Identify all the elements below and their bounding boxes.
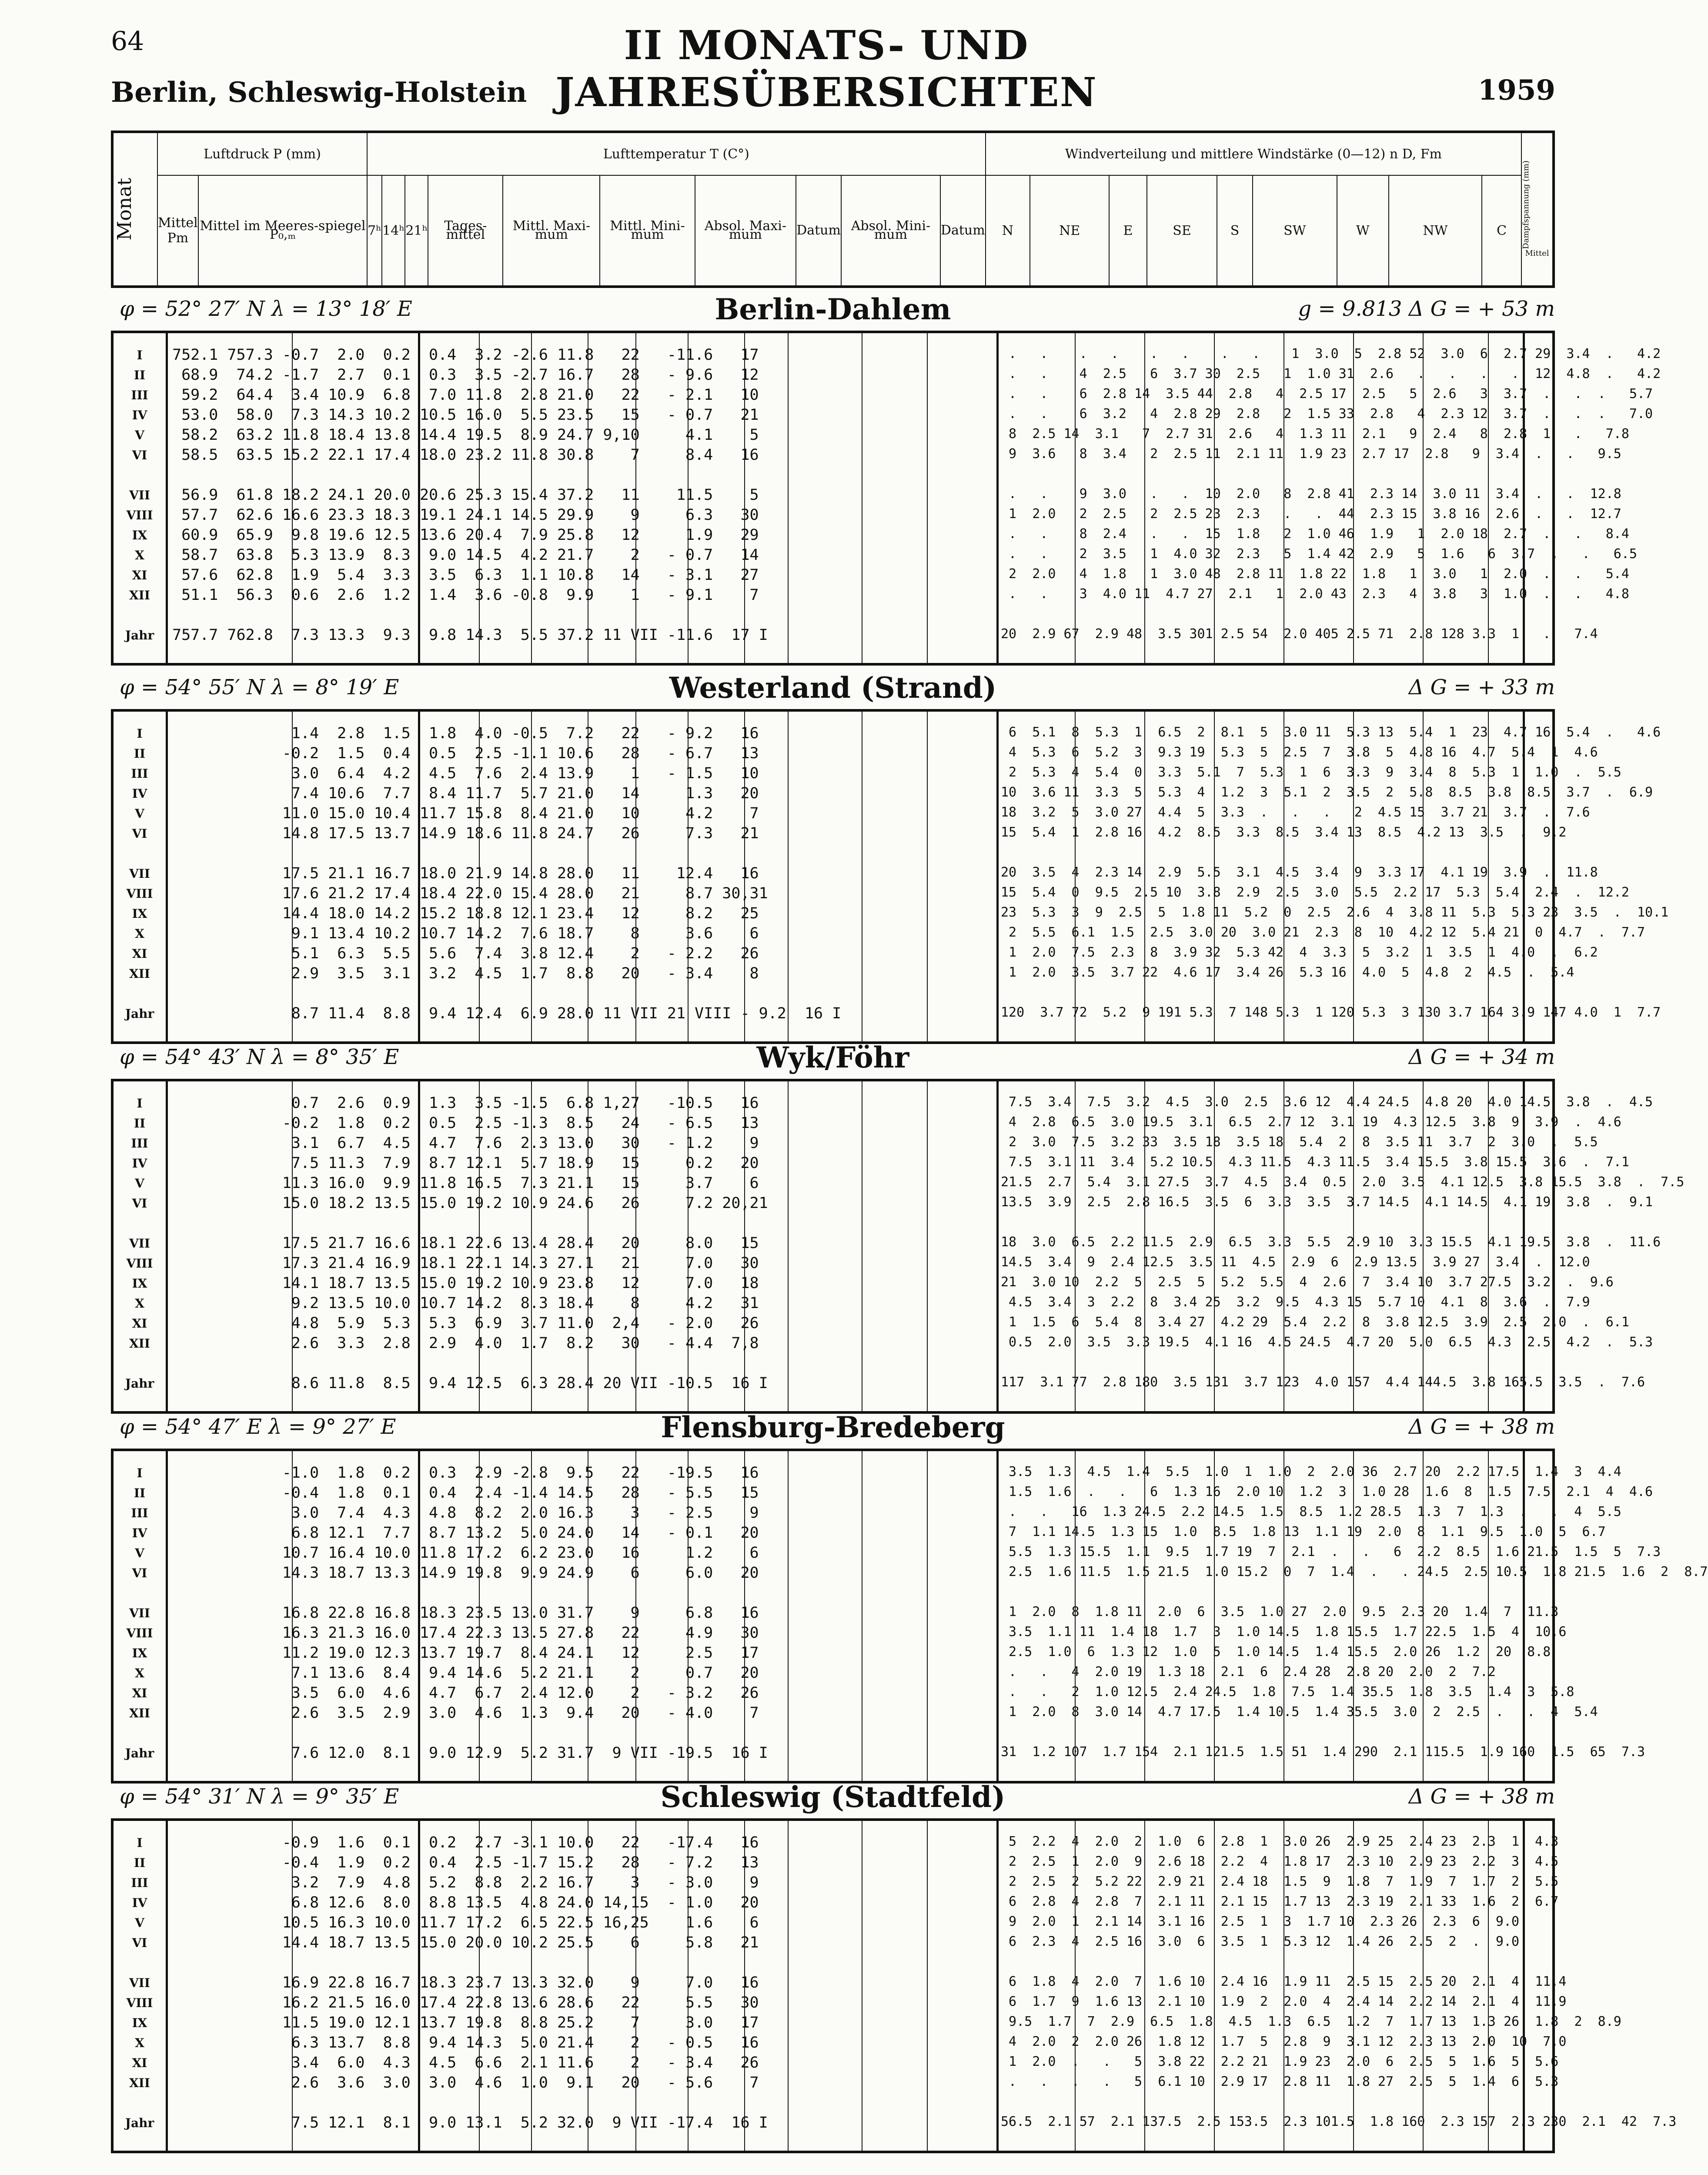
- month-label: Jahr: [125, 1746, 154, 1760]
- temperature-row: 7.6 12.0 8.1 9.0 12.9 5.2 31.7 9 VII -19.5 16 I: [172, 1744, 768, 1762]
- month-label: V: [135, 806, 144, 821]
- header-t7: 7ʰ: [367, 175, 382, 287]
- wind-row: 23 5.3 3 9 2.5 5 1.8 11 5.2 0 2.5 2.6 4 3.8 11 5.3 5.3 23 3.5 . 10.1: [1001, 905, 1669, 920]
- station-gravity: Δ G = + 38 m: [1408, 1415, 1555, 1439]
- wind-row: 2 2.5 2 5.2 22 2.9 21 2.4 18 1.5 9 1.8 7 1.9 7 1.7 2 5.5: [1001, 1874, 1559, 1889]
- column-rule: [166, 1451, 168, 1781]
- wind-row: 31 1.2 107 1.7 154 2.1 121.5 1.5 51 1.4 290 2.1 115.5 1.9 160 1.5 65 7.3: [1001, 1744, 1645, 1760]
- header-dir-c: C: [1482, 175, 1521, 287]
- month-label: XII: [129, 1706, 150, 1720]
- temperature-row: -0.2 1.8 0.2 0.5 2.5 -1.3 8.5 24 - 6.5 13: [172, 1114, 759, 1132]
- temperature-row: 11.3 16.0 9.9 11.8 16.5 7.3 21.1 15 3.7 6: [172, 1174, 759, 1192]
- header-dampf: [1521, 132, 1554, 287]
- wind-row: 1.5 1.6 . . 6 1.3 16 2.0 10 1.2 3 1.0 28 1.6 8 1.5 7.5 2.1 4 4.6: [1001, 1484, 1653, 1499]
- header-mittel-label: Mittel: [158, 215, 198, 231]
- month-label: XII: [129, 1336, 150, 1351]
- station-name: Berlin-Dahlem: [715, 292, 951, 326]
- month-label: VIII: [126, 1996, 153, 2010]
- wind-row: 2 5.5 6.1 1.5 2.5 3.0 20 3.0 21 2.3 8 10 4.2 12 5.4 21 0 4.7 . 7.7: [1001, 925, 1645, 940]
- wind-row: . . . . 5 6.1 10 2.9 17 2.8 11 1.8 27 2.5 5 1.4 6 5.3: [1001, 2074, 1559, 2089]
- month-label: VII: [129, 867, 150, 881]
- page-subtitle: Berlin, Schleswig-Holstein: [111, 76, 527, 109]
- header-lufttemp: Lufttemperatur T (C°): [367, 132, 986, 175]
- temperature-row: 15.0 18.2 13.5 15.0 19.2 10.9 24.6 26 7.2 20,21: [172, 1195, 768, 1212]
- wind-row: 18 3.0 6.5 2.2 11.5 2.9 6.5 3.3 5.5 2.9 10 3.3 15.5 4.1 19.5 3.8 . 11.6: [1001, 1235, 1661, 1250]
- station-name: Westerland (Strand): [669, 671, 997, 705]
- wind-row: 13.5 3.9 2.5 2.8 16.5 3.5 6 3.3 3.5 3.7 14.5 4.1 14.5 4.1 19 3.8 . 9.1: [1001, 1195, 1653, 1210]
- header-t14: 14ʰ: [382, 175, 405, 287]
- wind-row: . . 9 3.0 . . 10 2.0 8 2.8 41 2.3 14 3.0 11 3.4 . . 12.8: [1001, 486, 1621, 502]
- month-label: X: [135, 1666, 144, 1680]
- wind-row: 1 2.0 8 1.8 11 2.0 6 3.5 1.0 27 2.0 9.5 2.3 20 1.4 7 11.3: [1001, 1604, 1559, 1620]
- wind-row: 6 2.8 4 2.8 7 2.1 11 2.1 15 1.7 13 2.3 19 2.1 33 1.6 2 6.7: [1001, 1894, 1559, 1909]
- temperature-row: -1.0 1.8 0.2 0.3 2.9 -2.8 9.5 22 -19.5 16: [172, 1464, 759, 1482]
- wind-row: 7.5 3.1 11 3.4 5.2 10.5 4.3 11.5 4.3 11.5 3.4 15.5 3.8 15.5 3.6 . 7.1: [1001, 1154, 1629, 1170]
- wind-row: 2 2.5 1 2.0 9 2.6 18 2.2 4 1.8 17 2.3 10 2.9 23 2.2 3 4.5: [1001, 1854, 1559, 1869]
- temperature-row: 51.1 56.3 0.6 2.6 1.2 1.4 3.6 -0.8 9.9 1 - 9.1 7: [172, 586, 759, 604]
- station-table: [111, 709, 1669, 1044]
- month-label: Jahr: [125, 1007, 154, 1021]
- header-tagesmittel: Tages-mittel: [428, 175, 503, 287]
- header-dir-sw: SW: [1253, 175, 1337, 287]
- temperature-row: 58.5 63.5 15.2 22.1 17.4 18.0 23.2 11.8 30.8 7 8.4 16: [172, 446, 759, 464]
- month-label: IV: [132, 786, 147, 801]
- wind-row: . . 4 2.0 19 1.3 18 2.1 6 2.4 28 2.8 20 2.0 2 7.2: [1001, 1664, 1496, 1680]
- header-t21: 21ʰ: [405, 175, 428, 287]
- month-label: VI: [132, 1566, 147, 1580]
- header-absol-max: Absol. Maxi-mum: [695, 175, 796, 287]
- wind-row: 6 5.1 8 5.3 1 6.5 2 8.1 5 3.0 11 5.3 13 5.4 1 23 4.7 16 5.4 . 4.6: [1001, 725, 1661, 740]
- temperature-row: 16.2 21.5 16.0 17.4 22.8 13.6 28.6 22 5.5 30: [172, 1994, 759, 2011]
- temperature-row: 10.7 16.4 10.0 11.8 17.2 6.2 23.0 16 1.2 6: [172, 1544, 759, 1562]
- temperature-row: 7.5 11.3 7.9 8.7 12.1 5.7 18.9 15 0.2 20: [172, 1154, 759, 1172]
- temperature-row: 16.3 21.3 16.0 17.4 22.3 13.5 27.8 22 4.9 30: [172, 1624, 759, 1642]
- station-heading: [111, 1780, 1555, 1815]
- wind-row: . . . . . . . . 1 3.0 5 2.8 52 3.0 6 2.7 29 3.4 . 4.2: [1001, 346, 1661, 361]
- wind-row: 6 1.7 9 1.6 13 2.1 10 1.9 2 2.0 4 2.4 14 2.2 14 2.1 4 11.9: [1001, 1994, 1567, 2009]
- month-label: II: [134, 1486, 146, 1500]
- wind-row: . . 2 1.0 12.5 2.4 24.5 1.8 7.5 1.4 35.5 1.8 3.5 1.4 3 5.8: [1001, 1684, 1574, 1700]
- month-label: VIII: [126, 508, 153, 522]
- month-label: VII: [129, 1606, 150, 1620]
- month-label: Jahr: [125, 628, 154, 642]
- wind-row: 18 3.2 5 3.0 27 4.4 5 3.3 . . . 2 4.5 15 3.7 21 3.7 . 7.6: [1001, 805, 1590, 820]
- page-title: II MONATS- UND JAHRESÜBERSICHTEN: [555, 22, 1097, 116]
- station-coords: φ = 52° 27′ N λ = 13° 18′ E: [120, 297, 412, 321]
- wind-row: 15 5.4 0 9.5 2.5 10 3.8 2.9 2.5 3.0 5.5 2.2 17 5.3 5.4 2.4 . 12.2: [1001, 885, 1629, 900]
- wind-row: 4 2.8 6.5 3.0 19.5 3.1 6.5 2.7 12 3.1 19 4.3 12.5 3.8 9 3.9 . 4.6: [1001, 1114, 1621, 1130]
- month-label: Jahr: [125, 1376, 154, 1391]
- temperature-row: 14.4 18.7 13.5 15.0 20.0 10.2 25.5 6 5.8 21: [172, 1934, 759, 1951]
- temperature-row: 59.2 64.4 3.4 10.9 6.8 7.0 11.8 2.8 21.0 22 - 2.1 10: [172, 386, 759, 404]
- temperature-row: 14.4 18.0 14.2 15.2 18.8 12.1 23.4 12 8.2 25: [172, 905, 759, 922]
- temperature-row: 757.7 762.8 7.3 13.3 9.3 9.8 14.3 5.5 37.2 11 VII -11.6 17 I: [172, 626, 768, 644]
- column-rule: [166, 1821, 168, 2151]
- wind-row: . . 16 1.3 24.5 2.2 14.5 1.5 8.5 1.2 28.5 1.3 7 1.3 . . 4 5.5: [1001, 1504, 1621, 1519]
- temperature-row: 11.5 19.0 12.1 13.7 19.8 8.8 25.2 7 3.0 17: [172, 2014, 759, 2031]
- month-label: V: [135, 1176, 144, 1191]
- month-label: VII: [129, 488, 150, 502]
- month-label: VIII: [126, 887, 153, 901]
- wind-row: 6 1.8 4 2.0 7 1.6 10 2.4 16 1.9 11 2.5 15 2.5 20 2.1 4 11.4: [1001, 1974, 1567, 1989]
- month-label: IV: [132, 1156, 147, 1171]
- temperature-row: 60.9 65.9 9.8 19.6 12.5 13.6 20.4 7.9 25.8 12 1.9 29: [172, 526, 759, 544]
- temperature-row: 56.9 61.8 18.2 24.1 20.0 20.6 25.3 15.4 37.2 11 11.5 5: [172, 486, 759, 504]
- wind-row: 1 2.0 8 3.0 14 4.7 17.5 1.4 10.5 1.4 35.5 3.0 2 2.5 . . 4 5.4: [1001, 1704, 1598, 1720]
- temperature-row: 2.6 3.3 2.8 2.9 4.0 1.7 8.2 30 - 4.4 7,8: [172, 1335, 759, 1352]
- temperature-row: 7.5 12.1 8.1 9.0 13.1 5.2 32.0 9 VII -17.4 16 I: [172, 2114, 768, 2132]
- temperature-row: 3.0 7.4 4.3 4.8 8.2 2.0 16.3 3 - 2.5 9: [172, 1504, 759, 1522]
- month-label: IX: [132, 528, 147, 542]
- header-dampf-label: Dampfspannung (mm): [1521, 161, 1531, 249]
- column-header: [111, 130, 1555, 288]
- header-monat: [112, 132, 157, 287]
- temperature-row: 57.6 62.8 1.9 5.4 3.3 3.5 6.3 1.1 10.8 14 - 3.1 27: [172, 566, 759, 584]
- month-label: III: [131, 1136, 148, 1151]
- wind-row: 2.5 1.0 6 1.3 12 1.0 5 1.0 14.5 1.4 15.5 2.0 26 1.2 20 8.8: [1001, 1644, 1551, 1660]
- station-table: [111, 1449, 1708, 1784]
- month-label: V: [135, 428, 144, 442]
- wind-row: 15 5.4 1 2.8 16 4.2 8.5 3.3 8.5 3.4 13 8.5 4.2 13 3.5 . 9.2: [1001, 825, 1567, 840]
- header-dir-nw: NW: [1389, 175, 1482, 287]
- column-rule: [996, 333, 999, 663]
- wind-row: 8 2.5 14 3.1 7 2.7 31 2.6 4 1.3 11 2.1 9 2.4 8 2.8 1 . 7.8: [1001, 426, 1629, 442]
- station-gravity: Δ G = + 33 m: [1408, 675, 1555, 699]
- month-label: II: [134, 368, 146, 382]
- month-label: III: [131, 1876, 148, 1890]
- month-label: II: [134, 1116, 146, 1131]
- temperature-row: 10.5 16.3 10.0 11.7 17.2 6.5 22.5 16,25 1.6 6: [172, 1914, 759, 1931]
- header-datum2: Datum: [940, 175, 986, 287]
- month-label: IV: [132, 408, 147, 422]
- wind-row: 4.5 3.4 3 2.2 8 3.4 25 3.2 9.5 4.3 15 5.7 10 4.1 8 3.6 . 7.9: [1001, 1295, 1590, 1310]
- wind-row: . . 8 2.4 . . 15 1.8 2 1.0 46 1.9 1 2.0 18 2.7 . . 8.4: [1001, 526, 1629, 542]
- temperature-row: 3.0 6.4 4.2 4.5 7.6 2.4 13.9 1 - 1.5 10: [172, 765, 759, 782]
- month-label: VIII: [126, 1256, 153, 1271]
- wind-row: 6 2.3 4 2.5 16 3.0 6 3.5 1 5.3 12 1.4 26 2.5 2 . 9.0: [1001, 1934, 1520, 1949]
- temperature-row: -0.4 1.8 0.1 0.4 2.4 -1.4 14.5 28 - 5.5 15: [172, 1484, 759, 1502]
- temperature-row: 58.7 63.8 5.3 13.9 8.3 9.0 14.5 4.2 21.7 2 - 0.7 14: [172, 546, 759, 564]
- month-label: IX: [132, 1646, 147, 1660]
- header-mittl-min: Mittl. Mini-mum: [600, 175, 695, 287]
- temperature-row: 58.2 63.2 11.8 18.4 13.8 14.4 19.5 8.9 24.7 9,10 4.1 5: [172, 426, 759, 444]
- wind-row: 0.5 2.0 3.5 3.3 19.5 4.1 16 4.5 24.5 4.7 20 5.0 6.5 4.3 2.5 4.2 . 5.3: [1001, 1335, 1653, 1350]
- header-dir-s: S: [1217, 175, 1253, 287]
- wind-row: . . 4 2.5 6 3.7 30 2.5 1 1.0 31 2.6 . . . . 12 4.8 . 4.2: [1001, 366, 1661, 381]
- wind-row: 7 1.1 14.5 1.3 15 1.0 8.5 1.8 13 1.1 19 2.0 8 1.1 9.5 1.0 5 6.7: [1001, 1524, 1606, 1539]
- month-label: VI: [132, 826, 147, 841]
- month-label: XII: [129, 967, 150, 981]
- header-dampf-mittel: Mittel: [1525, 248, 1549, 258]
- station-coords: φ = 54° 43′ N λ = 8° 35′ E: [120, 1045, 399, 1069]
- station-heading: [111, 1410, 1555, 1445]
- temperature-row: 3.1 6.7 4.5 4.7 7.6 2.3 13.0 30 - 1.2 9: [172, 1134, 759, 1152]
- wind-row: 21.5 2.7 5.4 3.1 27.5 3.7 4.5 3.4 0.5 2.0 3.5 4.1 12.5 3.8 15.5 3.8 . 7.5: [1001, 1174, 1685, 1190]
- column-rule: [996, 1821, 999, 2151]
- wind-row: 4 5.3 6 5.2 3 9.3 19 5.3 5 2.5 7 3.8 5 4.8 16 4.7 5.4 1 4.6: [1001, 745, 1598, 760]
- wind-row: 7.5 3.4 7.5 3.2 4.5 3.0 2.5 3.6 12 4.4 24.5 4.8 20 4.0 14.5 3.8 . 4.5: [1001, 1094, 1653, 1110]
- wind-row: . . 6 3.2 4 2.8 29 2.8 2 1.5 33 2.8 4 2.3 12 3.7 . . . 7.0: [1001, 406, 1653, 422]
- wind-row: 1 1.5 6 5.4 8 3.4 27 4.2 29 5.4 2.2 8 3.8 12.5 3.9 2.5 2.0 . 6.1: [1001, 1315, 1629, 1330]
- station-coords: φ = 54° 47′ E λ = 9° 27′ E: [120, 1415, 396, 1439]
- header-dir-e: E: [1109, 175, 1147, 287]
- month-label: XI: [132, 568, 147, 582]
- header-wind: Windverteilung und mittlere Windstärke (0—12) n D, Fm: [986, 132, 1521, 175]
- wind-row: 9 3.6 8 3.4 2 2.5 11 2.1 11 1.9 23 2.7 17 2.8 9 3.4 . . 9.5: [1001, 446, 1621, 462]
- wind-row: 3.5 1.1 11 1.4 18 1.7 3 1.0 14.5 1.8 15.5 1.7 22.5 1.5 4 10.6: [1001, 1624, 1567, 1640]
- month-label: IX: [132, 2016, 147, 2030]
- wind-row: 9.5 1.7 7 2.9 6.5 1.8 4.5 1.3 6.5 1.2 7 1.7 13 1.3 26 1.8 2 8.9: [1001, 2014, 1621, 2029]
- station-table: [111, 1079, 1685, 1414]
- header-dir-se: SE: [1147, 175, 1217, 287]
- wind-row: 10 3.6 11 3.3 5 5.3 4 1.2 3 5.1 2 3.5 2 5.8 8.5 3.8 8.5 3.7 . 6.9: [1001, 785, 1653, 800]
- month-label: X: [135, 548, 144, 562]
- month-label: VI: [132, 1936, 147, 1950]
- temperature-row: 7.4 10.6 7.7 8.4 11.7 5.7 21.0 14 1.3 20: [172, 785, 759, 802]
- wind-row: 56.5 2.1 57 2.1 137.5 2.5 153.5 2.3 101.5 1.8 160 2.3 157 2.3 230 2.1 42 7.3: [1001, 2114, 1677, 2129]
- temperature-row: 16.8 22.8 16.8 18.3 23.5 13.0 31.7 9 6.8 16: [172, 1604, 759, 1622]
- temperature-row: 14.8 17.5 13.7 14.9 18.6 11.8 24.7 26 7.3 21: [172, 825, 759, 842]
- wind-row: 120 3.7 72 5.2 9 191 5.3 7 148 5.3 1 120 5.3 3 130 3.7 164 3.9 147 4.0 1 7.7: [1001, 1005, 1661, 1020]
- temperature-row: 11.2 19.0 12.3 13.7 19.7 8.4 24.1 12 2.5 17: [172, 1644, 759, 1662]
- temperature-row: 11.0 15.0 10.4 11.7 15.8 8.4 21.0 10 4.2 7: [172, 805, 759, 822]
- temperature-row: 68.9 74.2 -1.7 2.7 0.1 0.3 3.5 -2.7 16.7 28 - 9.6 12: [172, 366, 759, 384]
- temperature-row: 2.9 3.5 3.1 3.2 4.5 1.7 8.8 20 - 3.4 8: [172, 965, 759, 982]
- temperature-row: 1.4 2.8 1.5 1.8 4.0 -0.5 7.2 22 - 9.2 16: [172, 725, 759, 742]
- station-coords: φ = 54° 55′ N λ = 8° 19′ E: [120, 675, 399, 699]
- column-rule: [166, 333, 168, 663]
- station-heading: [111, 671, 1555, 706]
- column-rule: [996, 1451, 999, 1781]
- temperature-row: 17.6 21.2 17.4 18.4 22.0 15.4 28.0 21 8.7 30,31: [172, 885, 768, 902]
- wind-row: . . 3 4.0 11 4.7 27 2.1 1 2.0 43 2.3 4 3.8 3 1.0 . . 4.8: [1001, 586, 1629, 602]
- station-gravity: Δ G = + 38 m: [1408, 1784, 1555, 1809]
- temperature-row: 8.6 11.8 8.5 9.4 12.5 6.3 28.4 20 VII -10.5 16 I: [172, 1375, 768, 1392]
- month-label: VI: [132, 448, 147, 462]
- month-label: V: [135, 1916, 144, 1930]
- month-label: XII: [129, 2076, 150, 2090]
- wind-row: 5.5 1.3 15.5 1.1 9.5 1.7 19 7 2.1 . . 6 2.2 8.5 1.6 21.5 1.5 5 7.3: [1001, 1544, 1661, 1559]
- header-mittl-max: Mittl. Maxi-mum: [503, 175, 600, 287]
- month-label: VII: [129, 1976, 150, 1990]
- temperature-row: -0.2 1.5 0.4 0.5 2.5 -1.1 10.6 28 - 6.7 13: [172, 745, 759, 762]
- temperature-row: 9.1 13.4 10.2 10.7 14.2 7.6 18.7 8 3.6 6: [172, 925, 759, 942]
- wind-row: 2.5 1.6 11.5 1.5 21.5 1.0 15.2 0 7 1.4 . . 24.5 2.5 10.5 1.8 21.5 1.6 2 8.7: [1001, 1564, 1708, 1579]
- header-dir-ne: NE: [1030, 175, 1109, 287]
- wind-row: . . 6 2.8 14 3.5 44 2.8 4 2.5 17 2.5 5 2.6 3 3.7 . . . 5.7: [1001, 386, 1653, 402]
- header-mittel: [157, 175, 198, 287]
- temperature-row: 14.3 18.7 13.3 14.9 19.8 9.9 24.9 6 6.0 20: [172, 1564, 759, 1582]
- wind-row: 117 3.1 77 2.8 180 3.5 131 3.7 123 4.0 157 4.4 144.5 3.8 165.5 3.5 . 7.6: [1001, 1375, 1645, 1390]
- temperature-row: 3.5 6.0 4.6 4.7 6.7 2.4 12.0 2 - 3.2 26: [172, 1684, 759, 1702]
- header-absol-min: Absol. Mini-mum: [841, 175, 940, 287]
- month-label: I: [137, 726, 143, 741]
- station-name: Schleswig (Stadtfeld): [660, 1780, 1006, 1814]
- month-label: IV: [132, 1526, 147, 1540]
- temperature-row: 6.8 12.6 8.0 8.8 13.5 4.8 24.0 14,15 - 1.0 20: [172, 1894, 759, 1911]
- wind-row: 9 2.0 1 2.1 14 3.1 16 2.5 1 3 1.7 10 2.3 26 2.3 6 9.0: [1001, 1914, 1520, 1929]
- temperature-row: 17.5 21.1 16.7 18.0 21.9 14.8 28.0 11 12.4 16: [172, 865, 759, 882]
- wind-row: 1 2.0 . . 5 3.8 22 2.2 21 1.9 23 2.0 6 2.5 5 1.6 5 5.6: [1001, 2054, 1559, 2069]
- wind-row: 21 3.0 10 2.2 5 2.5 5 5.2 5.5 4 2.6 7 3.4 10 3.7 27.5 3.2 . 9.6: [1001, 1275, 1614, 1290]
- temperature-row: 6.8 12.1 7.7 8.7 13.2 5.0 24.0 14 - 0.1 20: [172, 1524, 759, 1542]
- temperature-row: 8.7 11.4 8.8 9.4 12.4 6.9 28.0 11 VII 21 VIII - 9.2 16 I: [172, 1005, 842, 1022]
- station-gravity: Δ G = + 34 m: [1408, 1045, 1555, 1069]
- header-dir-w: W: [1337, 175, 1389, 287]
- month-label: XI: [132, 947, 147, 961]
- month-label: III: [131, 1506, 148, 1520]
- month-label: XI: [132, 1316, 147, 1331]
- month-label: VII: [129, 1236, 150, 1251]
- temperature-row: 17.5 21.7 16.6 18.1 22.6 13.4 28.4 20 8.0 15: [172, 1235, 759, 1252]
- temperature-row: 752.1 757.3 -0.7 2.0 0.2 0.4 3.2 -2.6 11.8 22 -11.6 17: [172, 346, 759, 364]
- column-rule: [166, 712, 168, 1041]
- wind-row: 1 2.0 2 2.5 2 2.5 23 2.3 . . 44 2.3 15 3.8 16 2.6 . . 12.7: [1001, 506, 1621, 522]
- temperature-row: 14.1 18.7 13.5 15.0 19.2 10.9 23.8 12 7.0 18: [172, 1275, 759, 1292]
- wind-row: 1 2.0 7.5 2.3 8 3.9 32 5.3 42 4 3.3 5 3.2 1 3.5 1 4.0 . 6.2: [1001, 945, 1598, 960]
- wind-row: 5 2.2 4 2.0 2 1.0 6 2.8 1 3.0 26 2.9 25 2.4 23 2.3 1 4.3: [1001, 1834, 1559, 1849]
- month-label: IX: [132, 907, 147, 921]
- month-label: VIII: [126, 1626, 153, 1640]
- month-label: XI: [132, 2056, 147, 2070]
- station-name: Flensburg-Bredeberg: [661, 1410, 1005, 1444]
- wind-row: 14.5 3.4 9 2.4 12.5 3.5 11 4.5 2.9 6 2.9 13.5 3.9 27 3.4 . 12.0: [1001, 1255, 1590, 1270]
- month-label: V: [135, 1546, 144, 1560]
- column-rule: [166, 1081, 168, 1411]
- month-label: I: [137, 1096, 143, 1111]
- temperature-row: 6.3 13.7 8.8 9.4 14.3 5.0 21.4 2 - 0.5 16: [172, 2034, 759, 2051]
- station-heading: [111, 1041, 1555, 1075]
- temperature-row: 4.8 5.9 5.3 5.3 6.9 3.7 11.0 2,4 - 2.0 26: [172, 1315, 759, 1332]
- wind-row: 3.5 1.3 4.5 1.4 5.5 1.0 1 1.0 2 2.0 36 2.7 20 2.2 17.5 1.4 3 4.4: [1001, 1464, 1621, 1479]
- temperature-row: 2.6 3.5 2.9 3.0 4.6 1.3 9.4 20 - 4.0 7: [172, 1704, 759, 1722]
- temperature-row: 0.7 2.6 0.9 1.3 3.5 -1.5 6.8 1,27 -10.5 16: [172, 1094, 759, 1112]
- wind-row: 2 5.3 4 5.4 0 3.3 5.1 7 5.3 1 6 3.3 9 3.4 8 5.3 1 1.0 . 5.5: [1001, 765, 1621, 780]
- temperature-row: 2.6 3.6 3.0 3.0 4.6 1.0 9.1 20 - 5.6 7: [172, 2074, 759, 2091]
- temperature-row: 17.3 21.4 16.9 18.1 22.1 14.3 27.1 21 7.0 30: [172, 1255, 759, 1272]
- month-label: X: [135, 1296, 144, 1311]
- month-label: I: [137, 348, 143, 362]
- header-luftdruck: Luftdruck P (mm): [157, 132, 367, 175]
- wind-row: 20 2.9 67 2.9 48 3.5 301 2.5 54 2.0 405 2.5 71 2.8 128 3.3 1 . 7.4: [1001, 626, 1598, 642]
- temperature-row: 3.4 6.0 4.3 4.5 6.6 2.1 11.6 2 - 3.4 26: [172, 2054, 759, 2071]
- month-label: I: [137, 1836, 143, 1850]
- temperature-row: 7.1 13.6 8.4 9.4 14.6 5.2 21.1 2 0.7 20: [172, 1664, 759, 1682]
- temperature-row: 57.7 62.6 16.6 23.3 18.3 19.1 24.1 14.5 29.9 9 6.3 30: [172, 506, 759, 524]
- temperature-row: 9.2 13.5 10.0 10.7 14.2 8.3 18.4 8 4.2 31: [172, 1295, 759, 1312]
- temperature-row: 5.1 6.3 5.5 5.6 7.4 3.8 12.4 2 - 2.2 26: [172, 945, 759, 962]
- temperature-row: 3.2 7.9 4.8 5.2 8.8 2.2 16.7 3 - 3.0 9: [172, 1874, 759, 1891]
- month-label: III: [131, 388, 148, 402]
- station-gravity: g = 9.813 Δ G = + 53 m: [1298, 297, 1555, 321]
- header-mittel-meer: Mittel im Meeres-spiegel P₀,ₘ: [198, 175, 367, 287]
- wind-row: 20 3.5 4 2.3 14 2.9 5.5 3.1 4.5 3.4 9 3.3 17 4.1 19 3.9 . 11.8: [1001, 865, 1598, 880]
- station-coords: φ = 54° 31′ N λ = 9° 35′ E: [120, 1784, 399, 1809]
- temperature-row: 16.9 22.8 16.7 18.3 23.7 13.3 32.0 9 7.0 16: [172, 1974, 759, 1991]
- header-datum: Datum: [796, 175, 841, 287]
- month-label: X: [135, 2036, 144, 2050]
- month-label: II: [134, 1856, 146, 1870]
- month-label: XII: [129, 588, 150, 602]
- month-label: IX: [132, 1276, 147, 1291]
- month-label: VI: [132, 1196, 147, 1211]
- station-table: [111, 1818, 1677, 2153]
- month-label: Jahr: [125, 2116, 154, 2130]
- month-label: X: [135, 927, 144, 941]
- temperature-row: 53.0 58.0 7.3 14.3 10.2 10.5 16.0 5.5 23.5 15 - 0.7 21: [172, 406, 759, 424]
- page-number: 64: [111, 26, 144, 57]
- header-dir-n: N: [986, 175, 1030, 287]
- wind-row: 4 2.0 2 2.0 26 1.8 12 1.7 5 2.8 9 3.1 12 2.3 13 2.0 10 7.0: [1001, 2034, 1567, 2049]
- wind-row: . . 2 3.5 1 4.0 32 2.3 5 1.4 42 2.9 5 1.6 6 3.7 . . 6.5: [1001, 546, 1637, 562]
- wind-row: 2 3.0 7.5 3.2 33 3.5 18 3.5 18 5.4 2 8 3.5 11 3.7 2 3.0 . 5.5: [1001, 1134, 1598, 1150]
- station-heading: [111, 292, 1555, 327]
- wind-row: 1 2.0 3.5 3.7 22 4.6 17 3.4 26 5.3 16 4.0 5 4.8 2 4.5 . 5.4: [1001, 965, 1574, 980]
- month-label: I: [137, 1466, 143, 1480]
- temperature-row: -0.9 1.6 0.1 0.2 2.7 -3.1 10.0 22 -17.4 16: [172, 1834, 759, 1851]
- month-label: II: [134, 746, 146, 761]
- month-label: IV: [132, 1896, 147, 1910]
- month-label: III: [131, 766, 148, 781]
- column-rule: [996, 712, 999, 1041]
- month-label: XI: [132, 1686, 147, 1700]
- header-monat-label: Monat: [114, 178, 136, 241]
- wind-row: 2 2.0 4 1.8 1 3.0 48 2.8 11 1.8 22 1.8 1 3.0 1 2.0 . . 5.4: [1001, 566, 1629, 582]
- station-name: Wyk/Föhr: [756, 1041, 909, 1074]
- temperature-row: -0.4 1.9 0.2 0.4 2.5 -1.7 15.2 28 - 7.2 13: [172, 1854, 759, 1871]
- header-pm: Pm: [167, 231, 189, 246]
- page-year: 1959: [1477, 74, 1555, 107]
- column-rule: [996, 1081, 999, 1411]
- station-table: [111, 331, 1661, 666]
